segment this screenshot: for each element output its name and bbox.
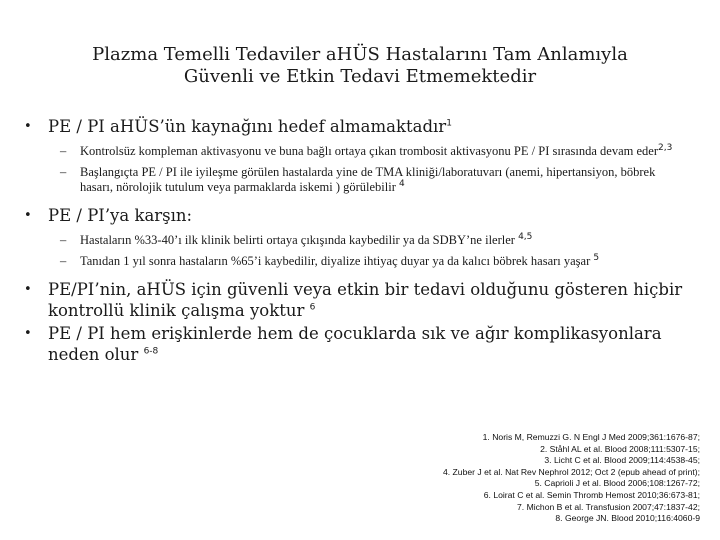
sub-bullet-list (0, 144, 720, 195)
sub-bullet-text: Başlangıçta PE / PI ile iyileşme görülen hastalarda yine de TMA kliniği/laboratuvarı (anemi, hipertansiyon, böbrek hasarı, nörolojik tutulum veya parmaklarda iskemi ) görülebilir (80, 165, 656, 194)
bullet-dot-icon: • (24, 208, 32, 223)
bullet-item (0, 116, 720, 137)
sub-bullet-item (0, 165, 720, 195)
citation: 4,5 (518, 231, 533, 242)
references (443, 432, 700, 525)
bullet-list (0, 116, 720, 370)
citation: 4 (399, 178, 405, 189)
page-title (60, 44, 660, 88)
title-line-2: Güvenli ve Etkin Tedavi Etmemektedir (183, 66, 537, 87)
reference-item: 1. Noris M, Remuzzi G. N Engl J Med 2009;361:1676-87; (482, 432, 700, 442)
sub-bullet-item (0, 233, 720, 248)
bullet-text: PE / PI hem erişkinlerde hem de çocuklarda sık ve ağır komplikasyonlara neden olur (48, 324, 662, 364)
sub-bullet-item (0, 254, 720, 269)
bullet-text: PE / PI’ya karşın: (48, 206, 193, 225)
bullet-text: PE / PI aHÜS’ün kaynağını hedef almamaktadır (48, 117, 447, 136)
citation: 6-8 (143, 346, 159, 357)
reference-item: 7. Michon B et al. Transfusion 2007;47:1837-42; (517, 501, 700, 512)
reference-item: 5. Caprioli J et al. Blood 2006;108:1267-72; (534, 478, 700, 489)
citation: 2,3 (658, 142, 673, 153)
bullet-dot-icon: • (24, 282, 32, 297)
sub-bullet-text: Kontrolsüz kompleman aktivasyonu ve buna bağlı ortaya çıkan trombosit aktivasyonu PE / PI sırasında devam eder (80, 144, 658, 158)
bullet-dot-icon: • (24, 326, 32, 341)
sub-bullet-text: Hastaların %33-40’ı ilk klinik belirti ortaya çıkışında kaybedilir ya da SDBY’ne ilerler (80, 233, 515, 247)
reference-item: 2. Ståhl AL et al. Blood 2008;111:5307-15; (540, 443, 700, 454)
sub-bullet-list (0, 233, 720, 269)
bullet-item (0, 279, 720, 321)
dash-icon: – (60, 254, 67, 268)
dash-icon: – (60, 233, 67, 247)
reference-item: 3. Licht C et al. Blood 2009;114:4538-45; (544, 455, 700, 466)
citation: 6 (309, 302, 316, 313)
bullet-dot-icon: • (24, 119, 32, 134)
dash-icon: – (60, 144, 67, 158)
reference-item: 8. George JN. Blood 2010;116:4060-9 (555, 513, 700, 524)
reference-item: 4. Zuber J et al. Nat Rev Nephrol 2012; Oct 2 (epub ahead of print); (443, 466, 700, 477)
dash-icon: – (60, 165, 67, 179)
sub-bullet-item (0, 144, 720, 159)
citation: 5 (593, 252, 600, 263)
bullet-item (0, 323, 720, 365)
reference-item: 6. Loirat C et al. Semin Thromb Hemost 2010;36:673-81; (483, 489, 700, 500)
title-line-1: Plazma Temelli Tedaviler aHÜS Hastalarını Tam Anlamıyla (92, 44, 628, 65)
citation: 1 (446, 118, 452, 129)
sub-bullet-text: Tanıdan 1 yıl sonra hastaların %65’i kaybedilir, diyalize ihtiyaç duyar ya da kalıcı böbrek hasarı yaşar (80, 254, 591, 268)
bullet-item (0, 205, 720, 226)
bullet-text: PE/PI’nin, aHÜS için güvenli veya etkin bir tedavi olduğunu gösteren hiçbir kontrollü klinik çalışma yoktur (48, 280, 683, 320)
